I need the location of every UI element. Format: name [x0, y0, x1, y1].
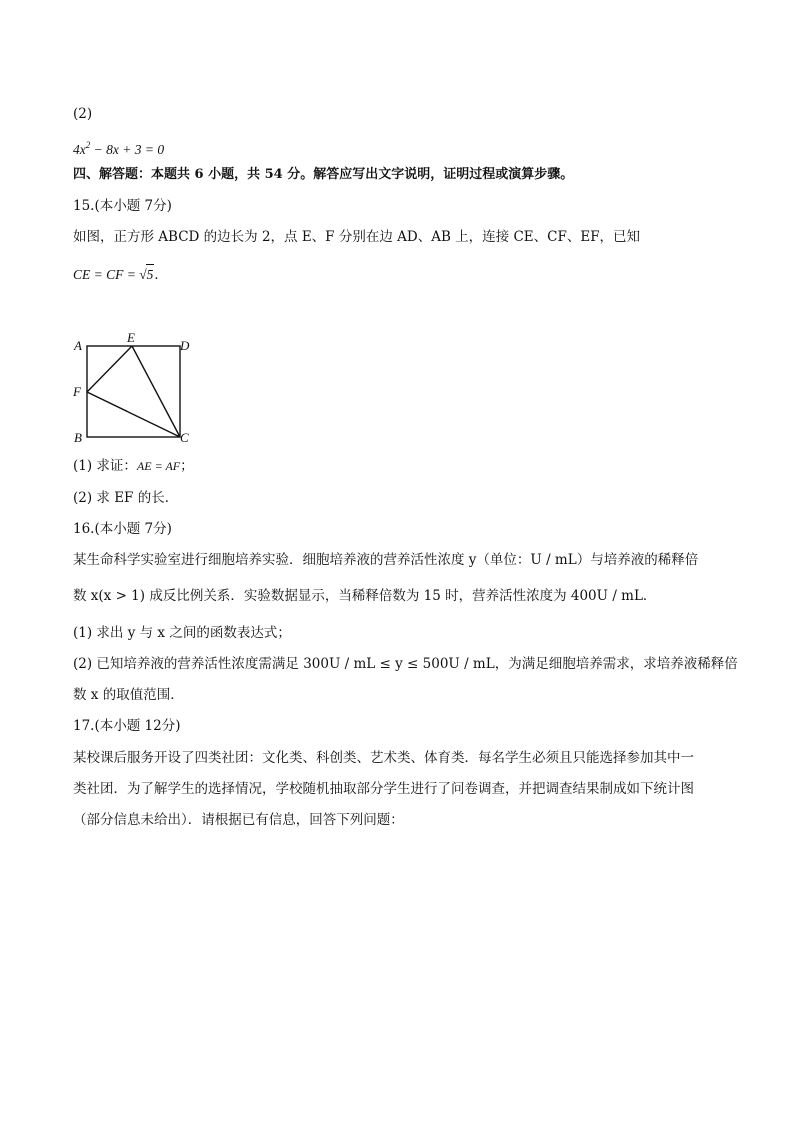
question-15-header: 15.(本小题 7分)	[73, 198, 172, 214]
segment-ce	[132, 346, 180, 437]
ce-cf-prefix: CE = CF =	[73, 267, 140, 282]
vertex-label-d: D	[180, 338, 190, 353]
question-17-text-2: 类社团．为了解学生的选择情况，学校随机抽取部分学生进行了问卷调查，并把调查结果制成如下统计图	[73, 781, 694, 797]
square-figure	[70, 328, 200, 448]
question-16-part-1: (1) 求出 y 与 x 之间的函数表达式；	[73, 625, 291, 641]
question-17-header: 17.(本小题 12分)	[73, 718, 181, 734]
sqrt-radicand: 5	[146, 264, 155, 285]
ce-cf-condition: CE = CF = √5．	[73, 264, 168, 285]
question-16-part-2a: (2) 已知培养液的营养活性浓度需满足 300U / mL ≤ y ≤ 500U / mL，为满足细胞培养需求，求培养液稀释倍	[73, 656, 738, 672]
vertex-label-e: E	[127, 330, 135, 345]
segment-cf	[87, 392, 180, 437]
vertex-label-b: B	[74, 430, 82, 445]
square-abcd	[87, 346, 180, 437]
part-2-label: (2)	[73, 106, 93, 122]
vertex-label-a: A	[74, 338, 82, 353]
question-16-text-1: 某生命科学实验室进行细胞培养实验．细胞培养液的营养活性浓度 y（单位：U / mL）与培养液的稀释倍	[73, 552, 699, 568]
quadratic-equation	[73, 135, 164, 160]
vertex-label-f: F	[73, 384, 81, 399]
vertex-label-c: C	[180, 430, 189, 445]
question-17-text-1: 某校课后服务开设了四类社团：文化类、科创类、艺术类、体育类．每名学生必须且只能选择参加其中一	[73, 750, 694, 766]
equation-right: − 8x + 3 = 0	[90, 142, 165, 157]
equation-exponent: 2	[85, 140, 91, 150]
question-16-text-2: 数 x(x > 1) 成反比例关系．实验数据显示，当稀释倍数为 15 时，营养活性浓度为 400U / mL．	[73, 588, 657, 604]
part-1-suffix: ；	[180, 458, 194, 474]
question-17-text-3: （部分信息未给出）．请根据已有信息，回答下列问题：	[73, 812, 404, 828]
question-16-part-2b: 数 x 的取值范围．	[73, 687, 184, 703]
part-1-prefix: (1) 求证：	[73, 458, 137, 474]
ce-cf-suffix: ．	[154, 267, 168, 282]
ae-af-equation: AE = AF	[136, 459, 181, 473]
question-15-text: 如图，正方形 ABCD 的边长为 2，点 E、F 分别在边 AD、AB 上，连接 CE、CF、EF，已知	[73, 229, 641, 245]
section-heading: 四、解答题：本题共 6 小题，共 54 分。解答应写出文字说明，证明过程或演算步骤。	[73, 167, 574, 182]
equation-left: 4x	[73, 142, 86, 157]
segment-ef	[87, 346, 132, 392]
question-15-part-2: (2) 求 EF 的长．	[73, 490, 179, 506]
question-16-header: 16.(本小题 7分)	[73, 521, 172, 537]
question-15-part-1	[73, 456, 194, 476]
